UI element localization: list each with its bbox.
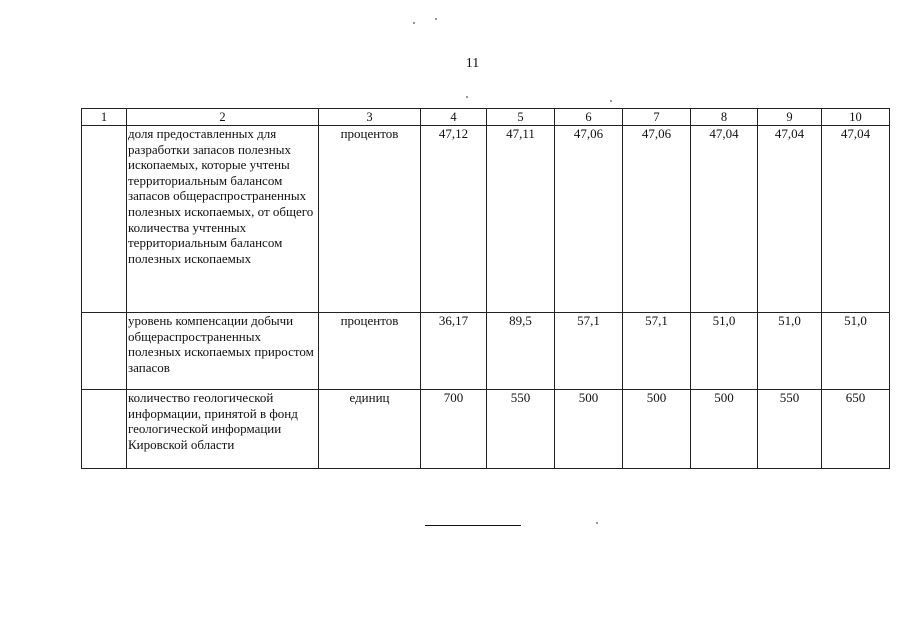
scan-speck: [413, 22, 415, 24]
row-number-cell: [82, 126, 127, 313]
unit-cell: процентов: [319, 126, 421, 313]
end-separator-line: [425, 525, 521, 526]
value-cell: 500: [623, 390, 691, 469]
indicator-name-cell: количество геологической информации, принятой в фонд геологической информации Кировской области: [127, 390, 319, 469]
value-cell: 57,1: [555, 313, 623, 390]
indicator-name-cell: доля предоставленных для разработки запасов полезных ископаемых, которые учтены территориальным балансом запасов общераспространенных полезных ископаемых, от общего количества учтенных территориальным балансом полезных ископаемых: [127, 126, 319, 313]
value-cell: 51,0: [691, 313, 758, 390]
value-cell: 57,1: [623, 313, 691, 390]
page-number: 11: [465, 56, 480, 71]
unit-cell: процентов: [319, 313, 421, 390]
header-cell: 3: [319, 109, 421, 126]
scan-speck: [435, 18, 437, 20]
table-row: [82, 126, 890, 313]
value-cell: 500: [555, 390, 623, 469]
value-cell: 51,0: [822, 313, 890, 390]
value-cell: 89,5: [487, 313, 555, 390]
table-row: [82, 390, 890, 469]
unit-cell: единиц: [319, 390, 421, 469]
row-number-cell: [82, 313, 127, 390]
value-cell: 700: [421, 390, 487, 469]
value-cell: 47,11: [487, 126, 555, 313]
table-row: [82, 313, 890, 390]
value-cell: 550: [487, 390, 555, 469]
value-cell: 36,17: [421, 313, 487, 390]
header-cell: 9: [758, 109, 822, 126]
value-cell: 51,0: [758, 313, 822, 390]
value-cell: 47,12: [421, 126, 487, 313]
header-cell: 6: [555, 109, 623, 126]
value-cell: 47,06: [555, 126, 623, 313]
header-cell: 4: [421, 109, 487, 126]
row-number-cell: [82, 390, 127, 469]
table-header-row: [82, 109, 890, 126]
scan-speck: [466, 96, 468, 98]
header-cell: 1: [82, 109, 127, 126]
header-cell: 5: [487, 109, 555, 126]
header-cell: 7: [623, 109, 691, 126]
value-cell: 47,06: [623, 126, 691, 313]
data-table: [81, 108, 890, 469]
value-cell: 47,04: [758, 126, 822, 313]
header-cell: 8: [691, 109, 758, 126]
value-cell: 650: [822, 390, 890, 469]
scan-speck: [610, 100, 612, 102]
value-cell: 47,04: [691, 126, 758, 313]
value-cell: 47,04: [822, 126, 890, 313]
value-cell: 550: [758, 390, 822, 469]
header-cell: 2: [127, 109, 319, 126]
header-cell: 10: [822, 109, 890, 126]
scan-speck: [596, 522, 598, 524]
value-cell: 500: [691, 390, 758, 469]
indicator-name-cell: уровень компенсации добычи общераспространенных полезных ископаемых приростом запасов: [127, 313, 319, 390]
